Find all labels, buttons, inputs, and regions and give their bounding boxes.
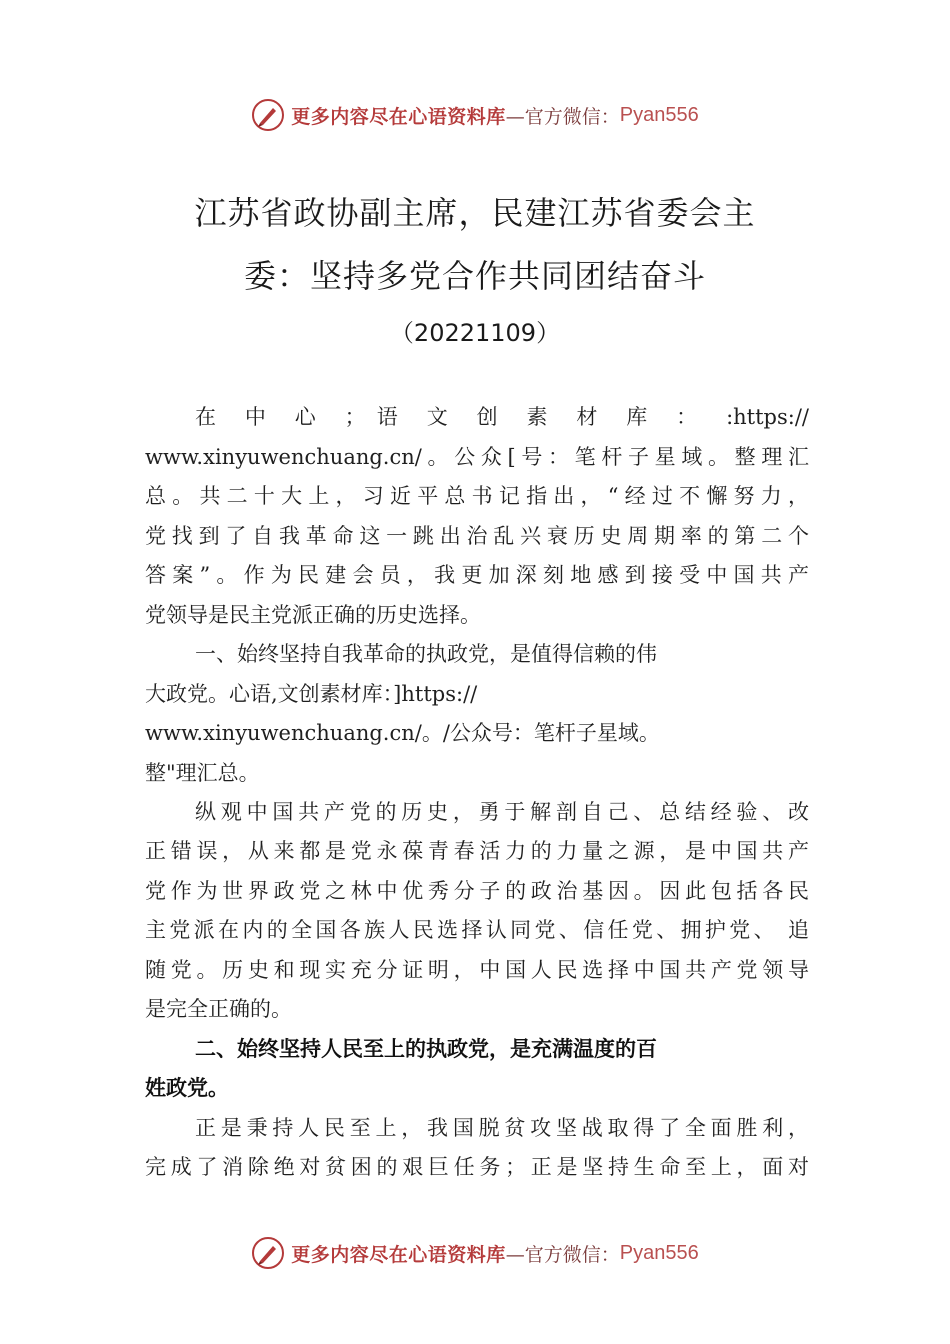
body-line: 整"理汇总。 [145, 761, 260, 785]
document-title-line-2: 委：坚持多党合作共同团结奋斗 [243, 257, 706, 295]
footer-watermark-banner [0, 1233, 950, 1273]
section-heading-line: 二、始终坚持人民至上的执政党，是充满温度的百 [195, 1037, 657, 1061]
body-line: 大政党。心语,文创素材库：]https:// [145, 682, 478, 706]
banner-handle-text: Pyan556 [619, 1241, 699, 1264]
body-line: 答案”。作为民建会员，我更加深刻地感到接受中国共产 [145, 563, 809, 587]
body-line: 在 中 心 ；语 文 创 素 材 库 ： :https:// [195, 405, 809, 429]
banner-main-text: 更多内容尽在心语资料库 [291, 1243, 506, 1266]
document-title-line-1: 江苏省政协副主席，民建江苏省委会主 [194, 194, 756, 232]
body-line: www.xinyuwenchuang.cn/。公众[号：笔杆子星域。整理汇 [145, 445, 809, 469]
body-line: 党找到了自我革命这一跳出治乱兴衰历史周期率的第二个 [145, 524, 809, 548]
body-line: 正是秉持人民至上，我国脱贫攻坚战取得了全面胜利， [195, 1116, 809, 1140]
pen-logo-icon [251, 1236, 285, 1270]
body-line: 完成了消除绝对贫困的艰巨任务；正是坚持生命至上，面对 [145, 1155, 809, 1179]
banner-main-text: 更多内容尽在心语资料库 [291, 105, 506, 128]
body-line: 总。共二十大上，习近平总书记指出，“经过不懈努力， [145, 484, 809, 508]
section-heading-line: 姓政党。 [145, 1076, 229, 1100]
body-line: 是完全正确的。 [145, 997, 292, 1021]
banner-handle-text: Pyan556 [619, 103, 699, 126]
body-line: 主党派在内的全国各族人民选择认同党、信任党、拥护党、 追 [145, 918, 809, 942]
body-line: 党领导是民主党派正确的历史选择。 [145, 603, 481, 627]
body-line: 党作为世界政党之林中优秀分子的政治基因。因此包括各民 [145, 879, 809, 903]
body-line: 正错误，从来都是党永葆青春活力的力量之源，是中国共产 [145, 839, 809, 863]
banner-sub-text: —官方微信： [505, 105, 620, 128]
header-watermark-banner [0, 95, 950, 135]
document-date: （20221109） [389, 319, 561, 347]
body-line: 一、始终坚持自我革命的执政党，是值得信赖的伟 [195, 642, 657, 666]
body-line: www.xinyuwenchuang.cn/。/公众号：笔杆子星域。 [145, 721, 660, 745]
banner-sub-text: —官方微信： [505, 1243, 620, 1266]
body-line: 纵观中国共产党的历史，勇于解剖自己、总结经验、改 [195, 800, 809, 824]
pen-logo-icon [251, 98, 285, 132]
body-line: 随党。历史和现实充分证明，中国人民选择中国共产党领导 [145, 958, 809, 982]
